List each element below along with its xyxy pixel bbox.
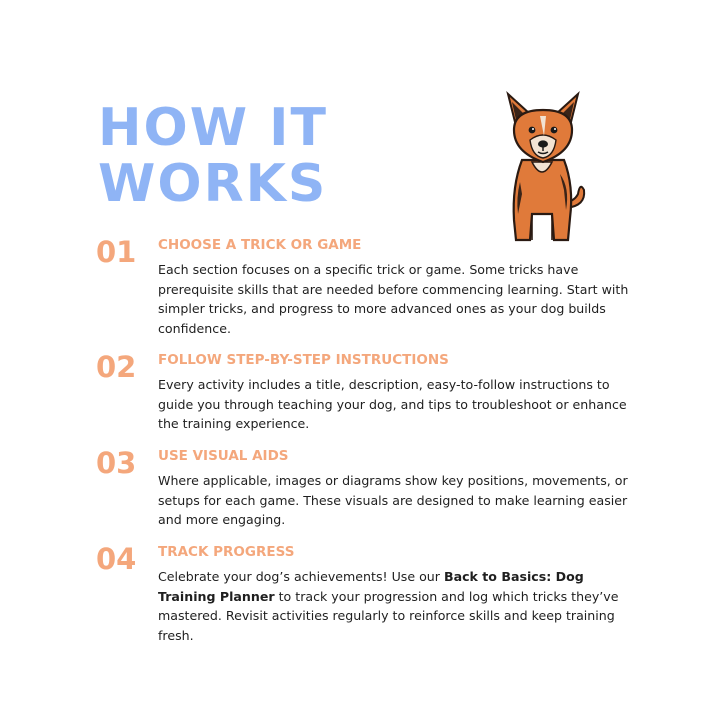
planner-product-name: Back to Basics: Dog Training Planner xyxy=(158,569,584,604)
step-description: Each section focuses on a specific trick or game. Some tricks have prerequisite skills that are needed before commencing learning. Start with simpler tricks, and progress to more advanced ones as your dog builds confidence. xyxy=(158,262,629,337)
title-line-1: HOW IT xyxy=(98,98,329,158)
step-number: 01 xyxy=(96,235,137,269)
step-heading: TRACK PROGRESS xyxy=(158,544,295,560)
step-text-before: Celebrate your dog’s achievements! Use our xyxy=(158,569,444,584)
title-line-2: WORKS xyxy=(98,154,328,214)
dog-illustration-icon xyxy=(494,90,594,246)
step-heading: FOLLOW STEP-BY-STEP INSTRUCTIONS xyxy=(158,352,449,368)
step-description: Where applicable, images or diagrams show key positions, movements, or setups for each game. These visuals are designed to make learning easier and more engaging. xyxy=(158,473,628,528)
step-description: Every activity includes a title, description, easy-to-follow instructions to guide you through teaching your dog, and tips to troubleshoot or enhance the training experience. xyxy=(158,377,627,432)
step-number: 04 xyxy=(96,542,137,576)
step-number: 03 xyxy=(96,446,137,480)
step-heading: USE VISUAL AIDS xyxy=(158,448,289,464)
step-description xyxy=(158,567,642,646)
step-text-after: to track your progression and log which tricks they’ve mastered. Revisit activities regularly to reinforce skills and keep training fresh. xyxy=(158,588,619,644)
step-number: 02 xyxy=(96,350,137,384)
step-heading: CHOOSE A TRICK OR GAME xyxy=(158,237,362,253)
page-title xyxy=(98,100,328,212)
